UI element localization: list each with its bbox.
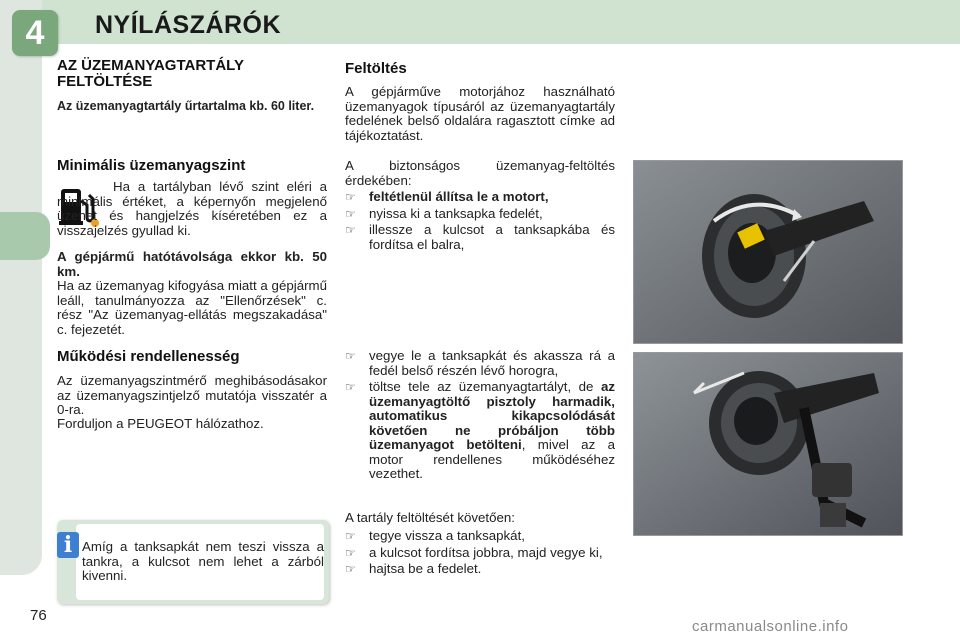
hand-bullet-icon: ☞ [345,529,356,543]
fuel-flap-photo-1 [633,160,903,344]
list-item: ☞ vegye le a tanksapkát és akassza rá a fedél belső részén lévő horogra, [345,348,615,378]
list-item: ☞ feltétlenül állítsa le a motort, [345,189,549,204]
filling-title: Feltöltés [345,60,407,77]
hand-bullet-icon: ☞ [345,190,356,204]
list-item: ☞ illessze a kulcsot a tanksapkába és fordítsa el balra, [345,222,615,252]
page-number: 76 [30,607,47,624]
hand-bullet-icon: ☞ [345,206,356,221]
range-text: A gépjármű hatótávolsága ekkor kb. 50 km. [57,249,327,279]
info-text: Amíg a tanksapkát nem teszi vissza a tankra, a kulcsot nem lehet a zárból kivenni. [82,539,324,583]
hand-bullet-icon: ☞ [345,562,356,576]
list-item: ☞ tegye vissza a tanksapkát, [345,528,525,543]
step-list-1 [345,188,615,252]
min-level-title: Minimális üzemanyagszint [57,157,246,174]
hand-bullet-icon: ☞ [345,223,356,237]
filling-intro: A gépjárműve motorjához használható üzemanyagok típusáról az üzemanyagtartály fedelének belső oldalára ragasztott címke ad tájékoztatást. [345,84,615,143]
section-heading: AZ ÜZEMANYAGTARTÁLY FELTÖLTÉSE [57,57,244,90]
info-box [57,520,329,604]
page-title: NYÍLÁSZÁRÓK [95,11,282,39]
hand-bullet-icon: ☞ [345,349,356,363]
step-list-2 [345,347,615,482]
malfunction-text: Az üzemanyagszintmérő meghibásodásakor az üzemanyagszintjelző mutatója visszatér a 0-ra. [57,373,327,417]
chapter-number: 4 [12,10,58,56]
tank-capacity: Az üzemanyagtartály űrtartalma kb. 60 liter. [57,99,315,113]
watermark: carmanualsonline.info [692,618,849,635]
list-item: ☞ a kulcsot fordítsa jobbra, majd vegye ki, [345,544,603,560]
dealer-text: Forduljon a PEUGEOT hálózathoz. [57,416,264,431]
list-item: ☞ töltse tele az üzemanyagtartályt, de az üzemanyagtöltő pisztoly harmadik, automatikus kikapcsolódását követően ne próbáljon több üzemanyagot betölteni, mivel az a motor rendellenes működéséhez vezethet. [345,379,615,481]
info-icon: i [57,532,79,558]
after-filling-intro: A tartály feltöltését követően: [345,510,516,525]
hand-bullet-icon: ☞ [345,545,356,560]
min-level-text: Ha a tartályban lévő szint eléri a minimális értéket, a képernyőn megjelenő üzenet és hangjelzés kíséretében ez a visszajelzés gyullad ki. [57,179,327,238]
list-item: ☞ nyissa ki a tanksapka fedelét, [345,205,543,221]
safety-intro: A biztonságos üzemanyag-feltöltés érdekében: [345,158,615,188]
hand-bullet-icon: ☞ [345,380,356,394]
malfunction-title: Működési rendellenesség [57,348,240,365]
side-bar [0,0,42,575]
step-list-3 [345,527,615,577]
fuel-flap-photo-2 [633,352,903,536]
empty-text: Ha az üzemanyag kifogyása miatt a gépjármű leáll, tanulmányozza az "Ellenőrzések" c. rész "Az üzemanyag-ellátás megszakadása" c. fejezetét. [57,278,327,337]
list-item: ☞ hajtsa be a fedelet. [345,561,482,576]
side-tab [0,212,50,260]
